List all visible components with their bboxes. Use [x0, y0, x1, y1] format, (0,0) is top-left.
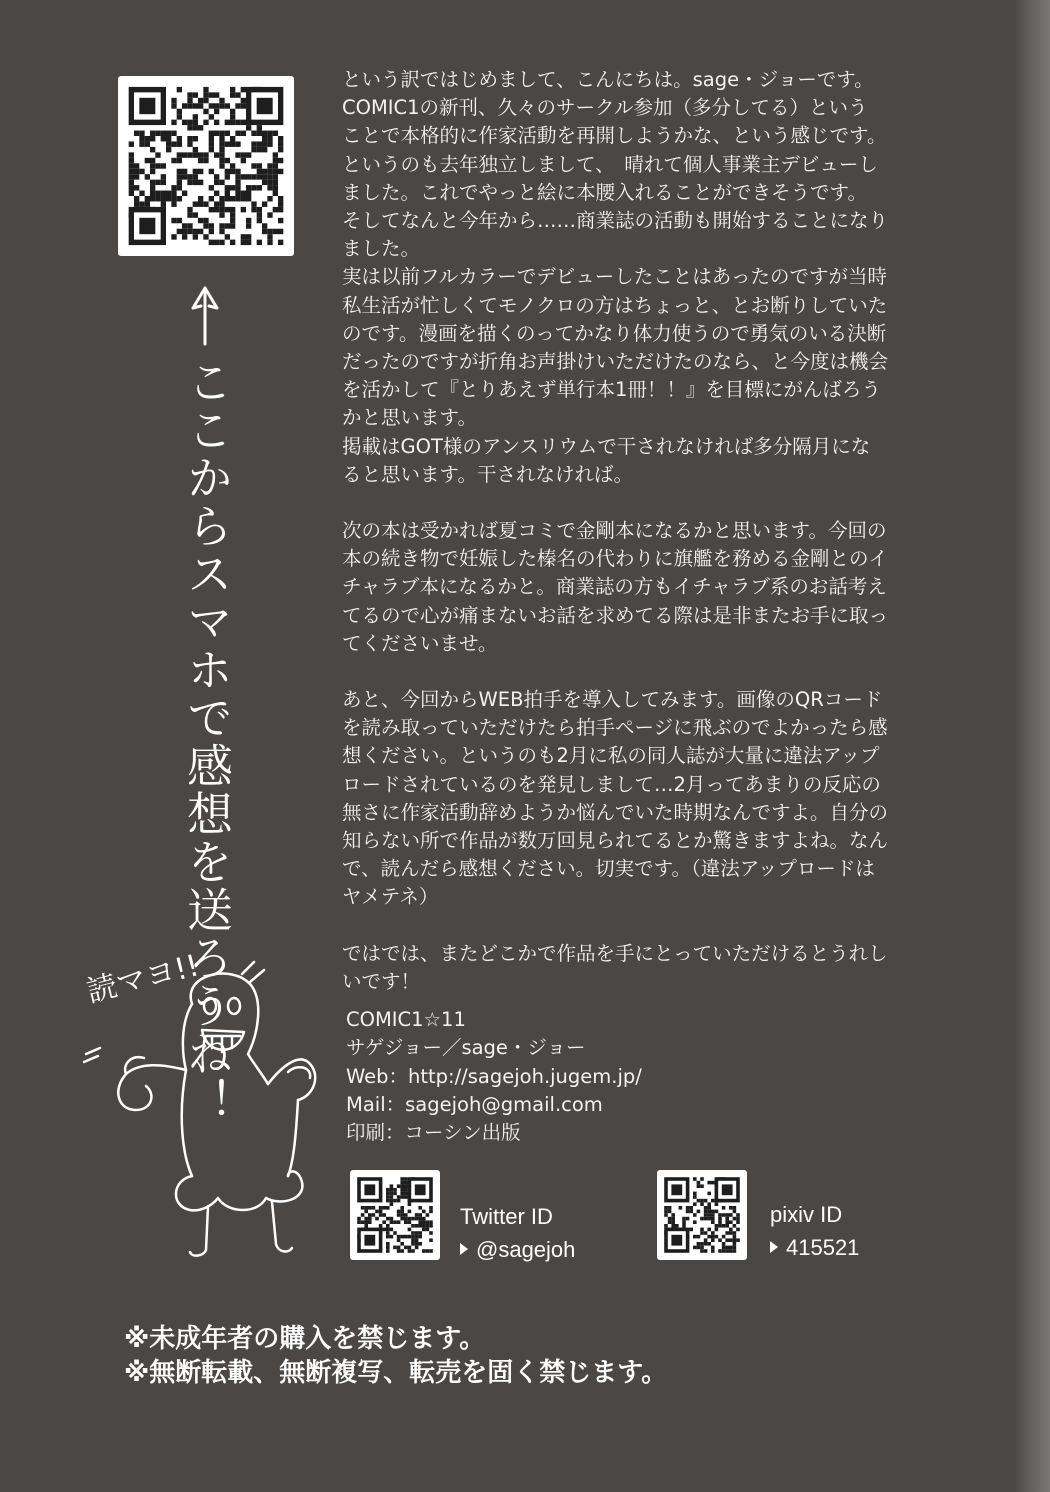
web-url[interactable]: Web：http://sagejoh.jugem.jp/: [346, 1064, 642, 1088]
paragraph-2: [342, 517, 942, 658]
text-line: そしてなんと今年から……商業誌の活動も開始することになり: [342, 209, 889, 233]
text-line: という訳ではじめまして、こんにちは。sage・ジョーです。: [342, 68, 874, 91]
paragraph-3: [342, 686, 942, 912]
triangle-bullet-icon: [460, 1243, 468, 1255]
mascot-speech: 読マヨ!!: [83, 948, 203, 1010]
age-restriction-notice: ※未成年者の購入を禁じます。: [124, 1324, 486, 1354]
text-line: 掲載はGOT様のアンスリウムで干されなければ多分隔月にな: [342, 434, 871, 458]
page-edge: [1016, 0, 1050, 1492]
copyright-notice: ※無断転載、無断複写、転売を固く禁じます。: [124, 1358, 668, 1388]
text-line: だったのですが折角お声掛けいただけたのなら、と今度は機会: [342, 350, 889, 374]
text-line: ではでは、またどこかで作品を手にとっていただけるとうれし: [342, 941, 888, 965]
text-line: というのも去年独立しまして、 晴れて個人事業主デビューし: [342, 152, 878, 176]
vertical-caption: ここからスマホで感想を送ろうね！: [180, 358, 234, 1126]
twitter-handle: @sagejoh: [476, 1237, 576, 1262]
pixiv-id-value[interactable]: [770, 1232, 859, 1264]
text-line: を活かして『とりあえず単行本1冊！！』を目標にがんばろう: [342, 378, 881, 402]
web-clap-qr-code-icon[interactable]: [118, 76, 294, 256]
qr-code-icon: [118, 76, 294, 256]
credits-block: [346, 1006, 642, 1147]
text-line: てるので心が痛まないお話を求めてる際は是非またお手に取っ: [342, 603, 889, 627]
text-line: のです。漫画を描くのってかなり体力使うので勇気のいる決断: [342, 321, 887, 345]
pixiv-number: 415521: [786, 1235, 860, 1260]
printer-name: 印刷：コーシン出版: [346, 1121, 521, 1145]
text-line: で、読んだら感想ください。切実です。（違法アップロードは: [342, 857, 875, 881]
text-line: ました。: [342, 237, 421, 261]
event-name: COMIC1☆11: [346, 1008, 466, 1031]
text-line: COMIC1の新刊、久々のサークル参加（多分してる）という: [342, 96, 868, 120]
twitter-id-label: Twitter ID: [460, 1204, 553, 1229]
mascot-doodle-icon: [82, 944, 372, 1264]
up-arrow-icon: [188, 282, 222, 346]
text-line: いです！: [342, 969, 421, 993]
text-line: かと思います。: [342, 406, 477, 430]
qr-code-icon: [657, 1170, 747, 1260]
author-name: サゲジョー／sage・ジョー: [346, 1036, 586, 1060]
paragraph-1: [342, 66, 942, 489]
pixiv-id-label: pixiv ID: [770, 1202, 843, 1227]
text-line: 私生活が忙しくてモノクロの方はちょっと、とお断りしていた: [342, 293, 888, 317]
twitter-id-value[interactable]: [460, 1234, 575, 1266]
text-line: ると思います。干されなければ。: [342, 462, 633, 486]
text-line: 知らない所で作品が数万回見られてるとか驚きますよね。なん: [342, 829, 889, 853]
text-line: チャラブ本になるかと。商業誌の方もイチャラブ系のお話考え: [342, 575, 887, 599]
afterword-text: [342, 66, 942, 996]
pixiv-qr-code-icon[interactable]: [657, 1170, 747, 1260]
text-line: ヤメテネ）: [342, 885, 439, 909]
text-line: 次の本は受かれば夏コミで金剛本になるかと思います。今回の: [342, 519, 887, 543]
text-line: 無さに作家活動辞めようか悩んでいた時期なんですよ。自分の: [342, 800, 889, 824]
mail-address[interactable]: Mail：sagejoh@gmail.com: [346, 1092, 603, 1116]
text-line: 本の続き物で妊娠した榛名の代わりに旗艦を務める金剛とのイ: [342, 547, 889, 571]
text-line: てくださいませ。: [342, 631, 498, 655]
text-line: 想ください。というのも2月に私の同人誌が大量に違法アップ: [342, 744, 880, 768]
text-line: ロードされているのを発見しまして…2月ってあまりの反応の: [342, 772, 881, 796]
text-line: 実は以前フルカラーでデビューしたことはあったのですが当時: [342, 265, 888, 289]
text-line: ことで本格的に作家活動を再開しようかな、という感じです。: [342, 124, 887, 148]
text-line: あと、今回からWEB拍手を導入してみます。画像のQRコード: [342, 688, 883, 712]
paragraph-4: [342, 940, 942, 996]
text-line: ました。これでやっと絵に本腰入れることができそうです。: [342, 180, 867, 204]
text-line: を読み取っていただけたら拍手ページに飛ぶのでよかったら感: [342, 716, 888, 740]
triangle-bullet-icon: [770, 1241, 778, 1253]
